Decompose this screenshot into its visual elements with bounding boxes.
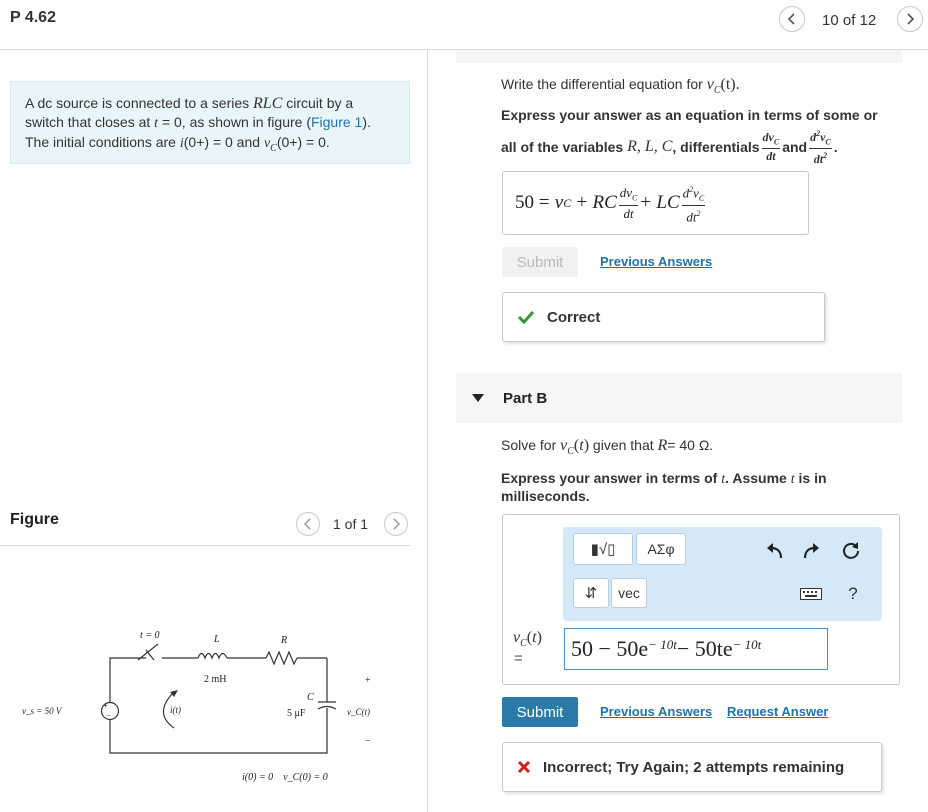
part-a-prompt: Write the differential equation for $v_C(t)$. (501, 76, 740, 96)
math-toolbar (563, 527, 882, 621)
figure-divider (0, 545, 410, 546)
request-answer-link[interactable]: Request Answer (727, 704, 829, 719)
chevron-left-icon (787, 13, 797, 25)
d2vc-dt2-fraction: $\frac{d^2v_C}{dt^2}$ (810, 129, 831, 167)
switch-arrow (146, 650, 154, 660)
chevron-left-icon (303, 518, 313, 530)
chevron-right-icon (391, 518, 401, 530)
current-label: i(t) (170, 705, 181, 715)
subscript-superscript-button[interactable]: ⇵ (573, 578, 609, 608)
inductor-value: 2 mH (204, 674, 227, 685)
column-divider (427, 49, 428, 812)
undo-icon[interactable] (763, 539, 787, 563)
part-a-bar (456, 50, 902, 63)
initial-conditions: i(0) = 0 v_C(0) = 0 (242, 772, 328, 783)
vc-plus: + (365, 675, 371, 686)
vc-label: v_C(t) (347, 707, 370, 717)
part-b-feedback: Incorrect; Try Again; 2 attempts remaining (502, 742, 882, 792)
error-x-icon (517, 760, 531, 774)
vector-button[interactable]: vec (611, 578, 647, 608)
reset-icon[interactable] (839, 539, 863, 563)
equals-sign: = (514, 650, 523, 667)
part-b-answer-input[interactable]: 50 − 50e $^{- 10t}$ − 50te $^{- 10t}$ (564, 628, 828, 670)
capacitor-label: C (307, 692, 314, 703)
dvc-dt-fraction: $\frac{dv_C}{dt}$ (762, 130, 780, 164)
inductor-label: L (214, 634, 220, 645)
chevron-right-icon (905, 13, 915, 25)
part-a-feedback: Correct (502, 292, 825, 342)
part-a-previous-answers-link[interactable]: Previous Answers (600, 254, 713, 269)
part-b-instructions-2: milliseconds. (501, 488, 590, 504)
keyboard-icon[interactable] (799, 585, 823, 603)
figure-heading: Figure (10, 511, 59, 528)
next-problem-button[interactable] (897, 6, 923, 32)
problem-title: P 4.62 (10, 9, 56, 26)
redo-icon[interactable] (799, 539, 823, 563)
part-a-instructions-1: Express your answer as an equation in terms of some or (501, 107, 878, 123)
figure-next-button[interactable] (384, 512, 408, 536)
source-plus: + (103, 701, 108, 710)
checkmark-icon (517, 310, 535, 324)
part-a-instructions-2: all of the variables R, L, C , differentials $\frac{dv_C}{dt}$ and $\frac{d^2v_C}{dt^2}$ . (501, 129, 838, 167)
part-b-label: Part B (503, 390, 548, 407)
rlc-circuit-diagram (20, 610, 400, 795)
switch-label: t = 0 (140, 630, 160, 641)
prev-problem-button[interactable] (779, 6, 805, 32)
problem-counter: 10 of 12 (822, 12, 877, 29)
source-minus: − (106, 710, 112, 720)
capacitor-value: 5 μF (287, 708, 306, 719)
help-button[interactable]: ? (848, 584, 858, 603)
part-b-submit-button[interactable]: Submit (502, 697, 578, 727)
resistor-label: R (281, 635, 288, 646)
vc-minus: − (365, 736, 371, 747)
problem-statement: A dc source is connected to a series RLC circuit by a switch that closes at t = 0, as shown in figure (Figure 1). The initial conditions are i(0+) = 0 and $v_C(0+) = 0$. (10, 81, 410, 164)
figure-counter: 1 of 1 (333, 516, 369, 532)
source-label: v_s = 50 V (22, 706, 62, 716)
part-b-prompt: Solve for $v_C(t)$ given that R= 40 Ω. (501, 437, 714, 457)
part-b-previous-answers-link[interactable]: Previous Answers (600, 704, 713, 719)
part-a-answer-display: 50 = v C + RC $\frac{dv_C}{dt}$ + LC $\frac{d^2v_C}{dt^2}$ (502, 171, 809, 235)
templates-button[interactable]: ▮√▯ (573, 533, 633, 565)
part-a-submit-button[interactable]: Submit (502, 247, 578, 277)
part-b-instructions-1: Express your answer in terms of t. Assume t is in (501, 470, 827, 487)
figure-prev-button[interactable] (296, 512, 320, 536)
answer-variable-label: $v_C(t)$ (513, 629, 542, 650)
figure-link[interactable]: Figure 1 (310, 114, 363, 130)
greek-symbols-button[interactable]: ΑΣφ (636, 533, 686, 565)
collapse-triangle-icon[interactable] (472, 393, 484, 403)
